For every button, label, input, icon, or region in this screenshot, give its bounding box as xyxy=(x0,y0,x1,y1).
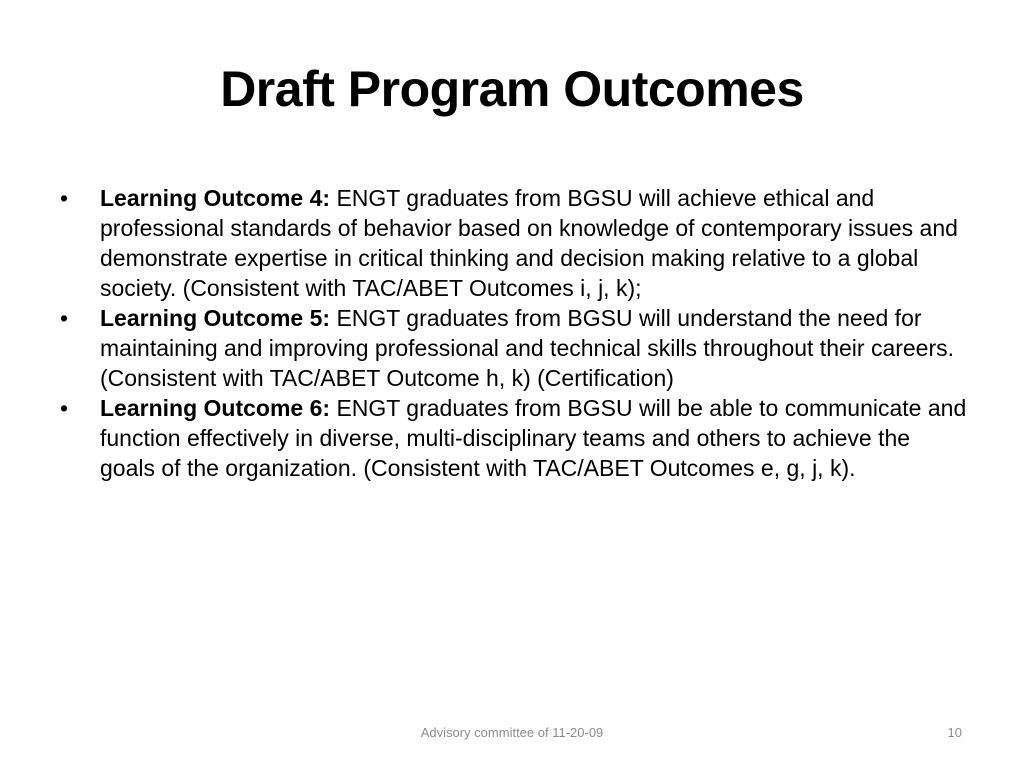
footer-caption: Advisory committee of 11-20-09 xyxy=(420,725,604,740)
outcome-6-text: ENGT graduates from BGSU will be able to communicate and function effectively in diverse, multi-disciplinary teams and others to achieve the goals of the organization. (Consistent with TAC/ABET Outcomes e, g, j, k). xyxy=(100,395,967,481)
page-number: 10 xyxy=(947,725,962,740)
outcome-4-text: ENGT graduates from BGSU will achieve ethical and professional standards of behavior based on knowledge of contemporary issues and demonstrate expertise in critical thinking and decision making relative to a global society. (Consistent with TAC/ABET Outcomes i, j, k); xyxy=(100,185,958,301)
outcomes-bullet-list xyxy=(60,183,970,483)
outcome-5-bullet xyxy=(60,303,970,393)
outcome-4-bullet xyxy=(60,183,970,303)
outcome-5-text: ENGT graduates from BGSU will understand the need for maintaining and improving professional and technical skills throughout their careers. (Consistent with TAC/ABET Outcome h, k) (Certification) xyxy=(100,305,955,391)
bullet-icon: • xyxy=(60,185,69,211)
bullet-icon: • xyxy=(60,305,69,331)
outcome-4-label: Learning Outcome 4: xyxy=(100,185,337,211)
slide-title: Draft Program Outcomes xyxy=(220,61,804,117)
outcome-6-bullet xyxy=(60,393,970,483)
outcome-6-label: Learning Outcome 6: xyxy=(100,395,337,421)
bullet-icon: • xyxy=(60,395,69,421)
outcome-5-label: Learning Outcome 5: xyxy=(100,305,337,331)
